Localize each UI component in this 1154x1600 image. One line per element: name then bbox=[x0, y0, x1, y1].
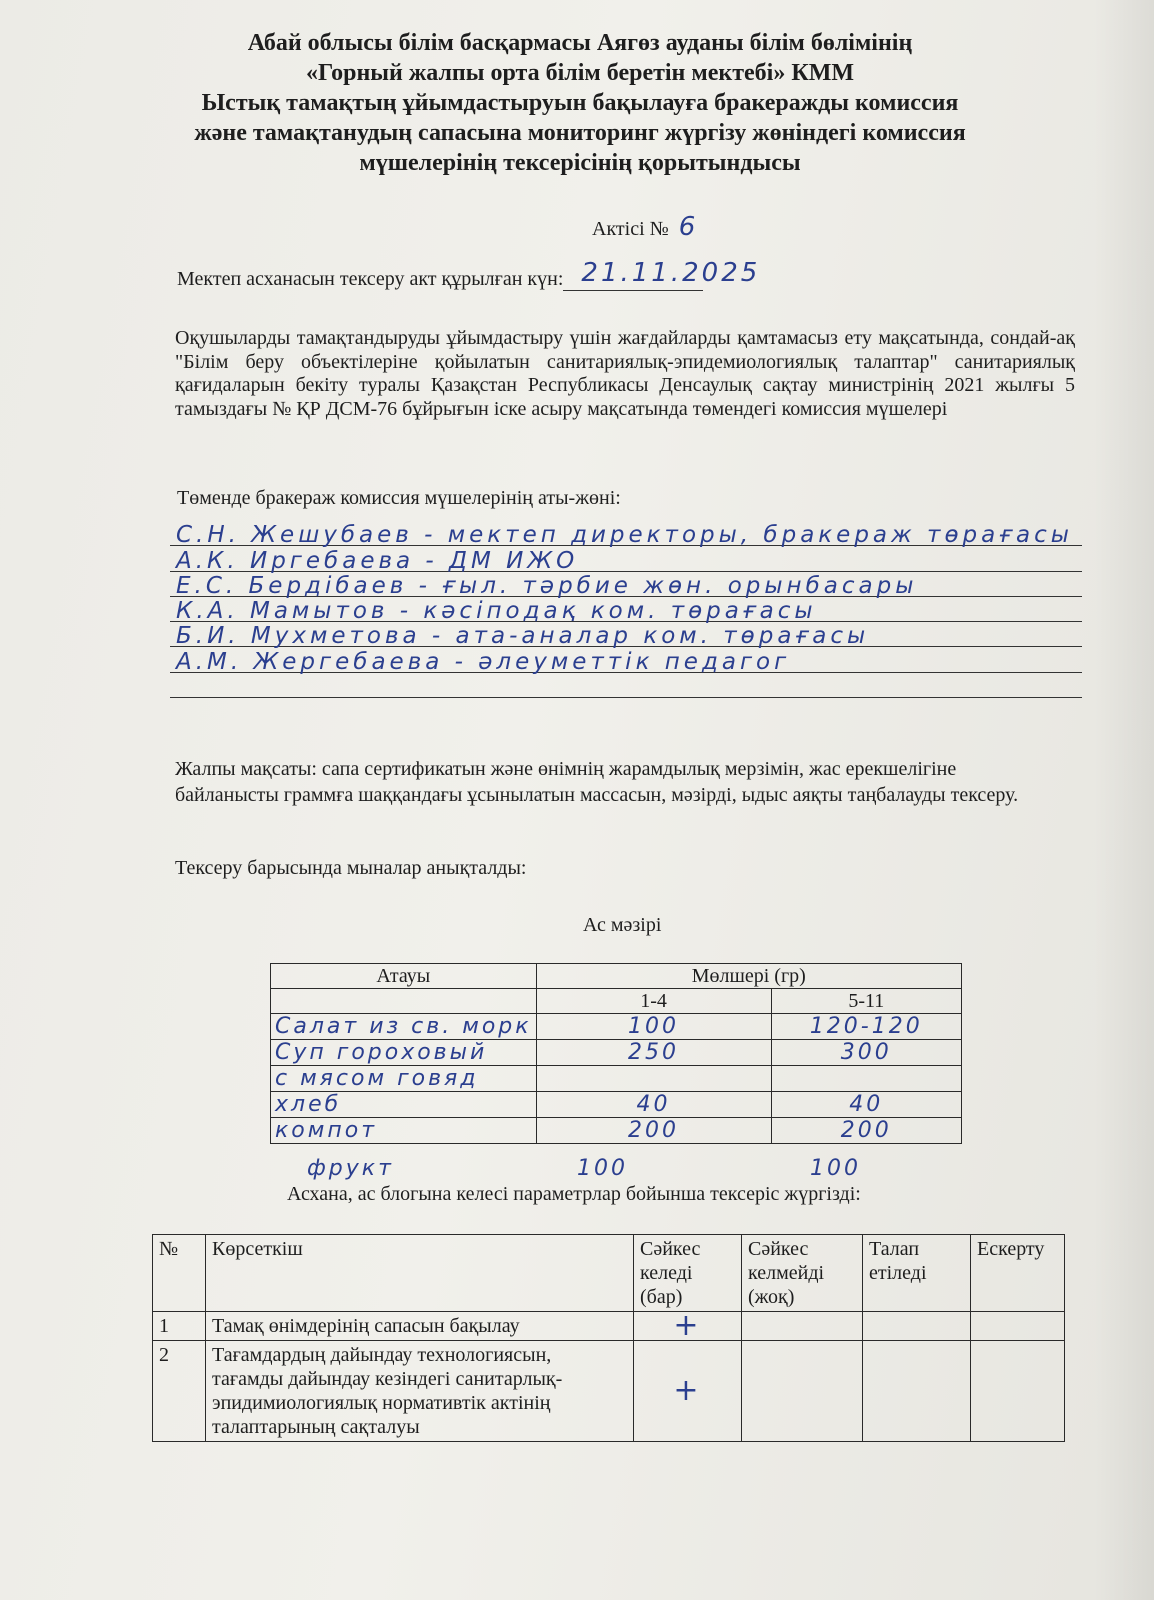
menu-header-row bbox=[271, 964, 962, 989]
dish-amount-5-11: 200 bbox=[840, 1118, 892, 1143]
member-line bbox=[170, 546, 1082, 574]
table-row bbox=[271, 1092, 962, 1118]
dish-name: с мясом говяд bbox=[275, 1066, 479, 1091]
table-row bbox=[153, 1312, 1065, 1341]
extra-dish-amount-1-4: 100 bbox=[577, 1156, 628, 1181]
act-label: Актісі № bbox=[592, 218, 669, 240]
member-name: А.М. Жергебаева - әлеуметтік педагог bbox=[176, 648, 791, 675]
dish-amount-5-11: 120-120 bbox=[809, 1014, 923, 1039]
member-name: С.Н. Жешубаев - мектеп директоры, бракераж төрағасы bbox=[176, 522, 1073, 549]
purpose-paragraph: Жалпы мақсаты: сапа сертификатын және өнімнің жарамдылық мерзімін, жас ерекшелігіне байланысты граммға шаққандағы ұсынылатын массасын, мәзірді, ыдыс аяқты таңбалауды тексеру. bbox=[175, 758, 1019, 806]
extra-dish-name: фрукт bbox=[307, 1156, 394, 1181]
dish-name: Салат из св. морк bbox=[275, 1014, 532, 1039]
dish-amount-5-11: 300 bbox=[840, 1040, 892, 1065]
dish-name: Суп гороховый bbox=[275, 1040, 488, 1065]
date-handwritten: 21.11.2025 bbox=[581, 258, 761, 288]
date-field bbox=[563, 258, 761, 291]
act-number bbox=[592, 212, 698, 242]
col-number: № bbox=[153, 1235, 206, 1312]
row-required-mark bbox=[863, 1341, 971, 1442]
dish-amount-5-11: 40 bbox=[849, 1092, 884, 1117]
findings-label: Тексеру барысында мыналар анықталды: bbox=[175, 857, 527, 879]
table-row bbox=[153, 1341, 1065, 1442]
dish-amount-1-4: 200 bbox=[628, 1118, 680, 1143]
act-date bbox=[177, 258, 761, 291]
menu-col-grade-5-11: 5-11 bbox=[771, 989, 961, 1014]
member-name: А.К. Иргебаева - ДМ ИЖО bbox=[176, 547, 579, 574]
members-list bbox=[170, 521, 1082, 698]
header-line-5: мүшелерінің тексерісінің қорытындысы bbox=[359, 150, 801, 176]
dish-amount-1-4: 250 bbox=[628, 1040, 680, 1065]
menu-extra-row bbox=[285, 1156, 962, 1181]
member-line bbox=[170, 521, 1082, 549]
row-compliant-mark: + bbox=[634, 1312, 742, 1341]
menu-subheader-row bbox=[271, 989, 962, 1014]
col-required: Талап етіледі bbox=[863, 1235, 971, 1312]
member-name: Е.С. Бердібаев - ғыл. тәрбие жөн. орынбасары bbox=[176, 572, 918, 599]
row-indicator: Тамақ өнімдерінің сапасын бақылау bbox=[206, 1312, 634, 1341]
table-row bbox=[271, 1040, 962, 1066]
document-header bbox=[140, 28, 1020, 178]
table-row bbox=[271, 1014, 962, 1040]
header-line-1: Абай облысы білім басқармасы Аягөз ауданы білім бөлімінің bbox=[247, 30, 913, 56]
header-line-2: «Горный жалпы орта білім беретін мектебі» КММ bbox=[305, 60, 855, 86]
inspection-title: Асхана, ас блогына келесі параметрлар бойынша тексеріс жүргізді: bbox=[287, 1183, 861, 1205]
inspection-table bbox=[152, 1234, 1065, 1442]
extra-dish-amount-5-11: 100 bbox=[810, 1156, 861, 1181]
row-number: 1 bbox=[153, 1312, 206, 1341]
header-line-4: және тамақтанудың сапасына мониторинг жүргізу жөніндегі комиссия bbox=[194, 120, 966, 146]
row-noncompliant-mark bbox=[742, 1312, 863, 1341]
page-shadow bbox=[1094, 0, 1154, 1600]
member-line bbox=[170, 647, 1082, 675]
row-number: 2 bbox=[153, 1341, 206, 1442]
member-line bbox=[170, 622, 1082, 650]
menu-col-grade-1-4: 1-4 bbox=[536, 989, 771, 1014]
col-note: Ескерту bbox=[971, 1235, 1065, 1312]
member-name: Б.И. Мухметова - ата-аналар ком. төрағасы bbox=[176, 623, 870, 650]
member-line bbox=[170, 572, 1082, 597]
act-number-handwritten: 6 bbox=[678, 212, 699, 242]
date-label: Мектеп асханасын тексеру акт құрылған күн: bbox=[177, 268, 564, 290]
col-compliant: Сәйкес келеді (бар) bbox=[634, 1235, 742, 1312]
member-name: К.А. Мамытов - кәсіподақ ком. төрағасы bbox=[176, 598, 817, 625]
dish-amount-1-4: 100 bbox=[628, 1014, 680, 1039]
dish-name: компот bbox=[275, 1118, 378, 1143]
row-note bbox=[971, 1341, 1065, 1442]
members-label: Төменде бракераж комиссия мүшелерінің аты-жөні: bbox=[177, 487, 621, 509]
intro-paragraph: Оқушыларды тамақтандыруды ұйымдастыру үшін жағдайларды қамтамасыз ету мақсатында, сондай-ақ "Білім беру объектілеріне қойылатын санитариялық-эпидемиологиялық талаптар" санитариялық қағидаларын бекіту туралы Қазақстан Республикасы Денсаулық сақтау министрінің 2021 жылғы 5 тамыздағы № ҚР ДСМ-76 бұйрығын іске асыру мақсатында төмендегі комиссия мүшелері bbox=[175, 327, 1075, 420]
menu-col-name: Атауы bbox=[271, 964, 537, 989]
row-noncompliant-mark bbox=[742, 1341, 863, 1442]
col-indicator: Көрсеткіш bbox=[206, 1235, 634, 1312]
inspection-header-row bbox=[153, 1235, 1065, 1312]
dish-amount-1-4: 40 bbox=[636, 1092, 671, 1117]
menu-table bbox=[270, 963, 962, 1144]
member-line bbox=[170, 673, 1082, 698]
header-line-3: Ыстық тамақтың ұйымдастыруын бақылауға бракеражды комиссия bbox=[201, 90, 959, 116]
menu-title: Ас мәзірі bbox=[583, 914, 662, 936]
row-compliant-mark: + bbox=[634, 1341, 742, 1442]
table-row bbox=[271, 1118, 962, 1144]
dish-name: хлеб bbox=[275, 1092, 342, 1117]
col-noncompliant: Сәйкес келмейді (жоқ) bbox=[742, 1235, 863, 1312]
member-line bbox=[170, 597, 1082, 625]
row-note bbox=[971, 1312, 1065, 1341]
table-row bbox=[271, 1066, 962, 1092]
menu-col-amount: Мөлшері (гр) bbox=[536, 964, 961, 989]
row-indicator: Тағамдардың дайындау технологиясын, тағамды дайындау кезіндегі санитарлық-эпидимиологиялық нормативтік актінің талаптарының сақталуы bbox=[206, 1341, 634, 1442]
row-required-mark bbox=[863, 1312, 971, 1341]
